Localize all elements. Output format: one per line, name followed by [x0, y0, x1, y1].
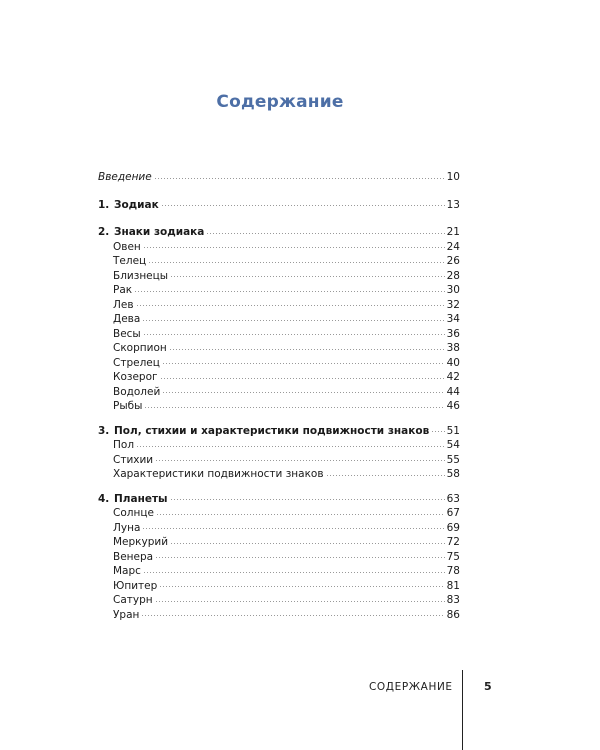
- toc-page-number: 67: [446, 507, 460, 519]
- toc-entry-label: Марс: [113, 565, 141, 577]
- toc-page-number: 83: [446, 594, 460, 606]
- leader-dots: [142, 320, 444, 321]
- table-of-contents: [98, 170, 460, 622]
- toc-subentry: [98, 254, 460, 269]
- toc-page-number: 86: [446, 608, 460, 621]
- toc-subentry: [98, 535, 460, 550]
- toc-page-number: 34: [446, 313, 460, 325]
- toc-subentry: [98, 564, 460, 579]
- toc-subentry: [98, 341, 460, 356]
- leader-dots: [170, 499, 445, 500]
- leader-dots: [155, 557, 445, 558]
- toc-page-number: 38: [446, 342, 460, 354]
- leader-dots: [159, 586, 444, 587]
- leader-dots: [136, 305, 445, 306]
- toc-entry-label: Скорпион: [113, 342, 167, 354]
- running-footer-section: СОДЕРЖАНИЕ: [369, 681, 453, 693]
- leader-dots: [141, 615, 444, 616]
- chapter-number: 4.: [98, 492, 110, 505]
- toc-page-number: 30: [446, 284, 460, 296]
- toc-entry-label: Характеристики подвижности знаков: [113, 468, 324, 480]
- toc-entry-label: Меркурий: [113, 536, 169, 548]
- leader-dots: [154, 178, 445, 179]
- toc-subentry: [98, 283, 460, 298]
- toc-subentry: [98, 356, 460, 371]
- chapter-4-entries: [98, 506, 460, 622]
- toc-entry-label: Введение: [98, 171, 152, 183]
- toc-subentry: [98, 327, 460, 342]
- toc-subentry: [98, 269, 460, 284]
- toc-page-number: 40: [446, 356, 460, 369]
- leader-dots: [136, 446, 445, 447]
- leader-dots: [326, 475, 445, 476]
- toc-entry-label: Рыбы: [113, 400, 143, 412]
- footer-divider: [462, 670, 463, 750]
- toc-entry-label: Близнецы: [113, 269, 169, 282]
- leader-dots: [170, 543, 445, 544]
- toc-subentry: [98, 506, 460, 521]
- leader-dots: [169, 349, 445, 350]
- toc-page-number: 28: [446, 269, 460, 282]
- toc-page-number: 58: [446, 468, 460, 480]
- toc-subentry: [98, 385, 460, 400]
- chapter-number: 1.: [98, 198, 110, 211]
- toc-page-number: 72: [446, 536, 460, 548]
- leader-dots: [143, 572, 445, 573]
- leader-dots: [162, 363, 445, 364]
- toc-entry-label: Уран: [113, 608, 140, 621]
- leader-dots: [155, 460, 444, 461]
- leader-dots: [148, 262, 444, 263]
- toc-subentry: [98, 521, 460, 536]
- toc-subentry: [98, 593, 460, 608]
- chapter-2-entries: [98, 240, 460, 414]
- toc-subentry: [98, 608, 460, 623]
- toc-entry-label: Водолей: [113, 385, 161, 398]
- toc-page-number: 51: [446, 424, 460, 437]
- toc-entry-label: Юпитер: [113, 579, 158, 592]
- toc-page-number: 36: [446, 327, 460, 340]
- toc-entry-label: Овен: [113, 240, 141, 253]
- toc-page-number: 46: [446, 400, 460, 412]
- toc-page-number: 24: [446, 240, 460, 253]
- toc-page-number: 54: [446, 439, 460, 451]
- toc-entry-label: Дева: [113, 313, 141, 325]
- toc-entry-label: Козерог: [113, 371, 158, 383]
- chapter-title: Знаки зодиака: [114, 226, 205, 238]
- toc-page-number: 42: [446, 371, 460, 383]
- leader-dots: [156, 514, 445, 515]
- leader-dots: [162, 392, 444, 393]
- leader-dots: [142, 528, 444, 529]
- toc-chapter-4: [98, 492, 460, 507]
- page-title: Содержание: [216, 92, 344, 112]
- toc-entry-label: Луна: [113, 521, 141, 534]
- toc-subentry: [98, 370, 460, 385]
- toc-page-number: 21: [446, 226, 460, 238]
- toc-entry-label: Пол: [113, 439, 135, 451]
- leader-dots: [170, 276, 445, 277]
- toc-page-number: 78: [446, 565, 460, 577]
- toc-entry-label: Сатурн: [113, 594, 153, 606]
- chapter-number: 2.: [98, 226, 110, 238]
- chapter-title: Планеты: [114, 492, 168, 505]
- toc-page-number: 26: [446, 255, 460, 267]
- toc-page-number: 75: [446, 550, 460, 563]
- chapter-number: 3.: [98, 424, 110, 437]
- toc-entry-label: Стихии: [113, 453, 154, 466]
- chapter-title: Зодиак: [114, 198, 159, 211]
- toc-entry-label: Весы: [113, 327, 141, 340]
- chapter-3-entries: [98, 438, 460, 482]
- leader-dots: [144, 407, 444, 408]
- leader-dots: [161, 205, 445, 206]
- toc-subentry: [98, 438, 460, 453]
- toc-entry-label: Лев: [113, 298, 134, 311]
- toc-subentry: [98, 550, 460, 565]
- toc-subentry: [98, 399, 460, 414]
- toc-chapter-1: [98, 198, 460, 213]
- toc-entry-label: Телец: [113, 255, 147, 267]
- leader-dots: [206, 233, 444, 234]
- toc-page-number: 44: [446, 385, 460, 398]
- toc-subentry: [98, 240, 460, 255]
- toc-chapter-3: [98, 424, 460, 439]
- toc-entry-label: Солнце: [113, 507, 154, 519]
- toc-subentry: [98, 467, 460, 482]
- leader-dots: [160, 378, 445, 379]
- toc-entry-label: Венера: [113, 550, 154, 563]
- toc-subentry: [98, 453, 460, 468]
- toc-subentry: [98, 312, 460, 327]
- leader-dots: [143, 247, 445, 248]
- toc-subentry: [98, 579, 460, 594]
- toc-chapter-2: [98, 225, 460, 240]
- toc-page-number: 63: [446, 492, 460, 505]
- toc-subentry: [98, 298, 460, 313]
- leader-dots: [155, 601, 445, 602]
- leader-dots: [134, 291, 445, 292]
- chapter-title: Пол, стихии и характеристики подвижности знаков: [114, 424, 430, 437]
- page-number: 5: [484, 680, 492, 693]
- toc-entry-label: Стрелец: [113, 356, 160, 369]
- leader-dots: [143, 334, 445, 335]
- toc-page-number: 55: [446, 453, 460, 466]
- toc-entry-intro: [98, 170, 460, 185]
- toc-entry-label: Рак: [113, 284, 133, 296]
- toc-page-number: 10: [446, 171, 460, 183]
- toc-page-number: 69: [446, 521, 460, 534]
- toc-page-number: 13: [446, 198, 460, 211]
- toc-page-number: 32: [446, 298, 460, 311]
- leader-dots: [431, 431, 444, 432]
- toc-page-number: 81: [446, 579, 460, 592]
